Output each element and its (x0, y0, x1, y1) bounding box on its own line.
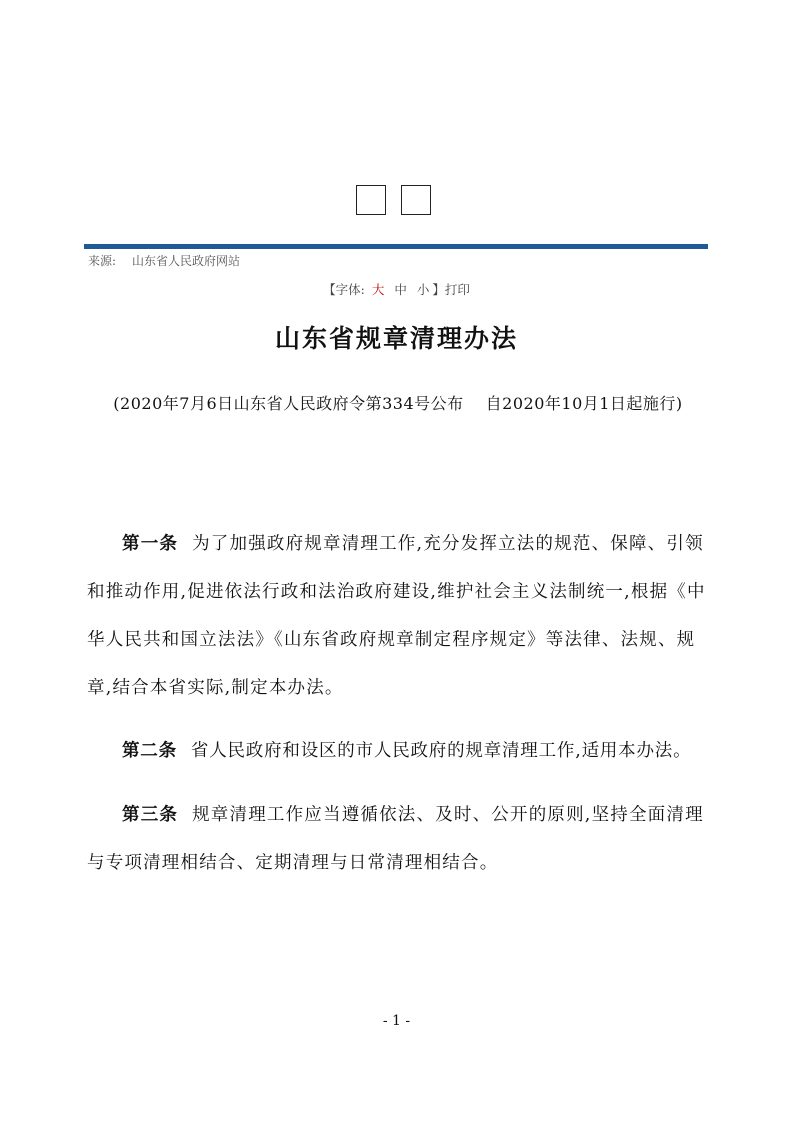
font-large-link[interactable]: 大 (371, 282, 385, 297)
document-subtitle (88, 387, 708, 421)
article-2 (87, 727, 709, 775)
subtitle-promulgation: (2020年7月6日山东省人民政府令第334号公布 (113, 394, 464, 413)
article-1-heading: 第一条 (122, 534, 179, 554)
article-3 (87, 791, 709, 887)
article-1-text: 为了加强政府规章清理工作,充分发挥立法的规范、保障、引领和推动作用,促进依法行政和法治政府建设,维护社会主义法制统一,根据《中华人民共和国立法法》《山东省政府规章制定程序规定》等法律、法规、规章,结合本省实际,制定本办法。 (87, 534, 706, 698)
document-title: 山东省规章清理办法 (274, 324, 518, 353)
source-label: 来源: (88, 254, 117, 268)
article-1 (87, 520, 709, 712)
article-3-heading: 第三条 (122, 805, 179, 825)
header-box-right (401, 185, 431, 215)
font-bar-suffix: 】 (432, 282, 445, 297)
page-number: - 1 - (382, 1013, 411, 1029)
font-bar-prefix: 【字体: (323, 282, 365, 297)
font-small-link[interactable]: 小 (416, 282, 430, 297)
source-value: 山东省人民政府网站 (132, 254, 241, 268)
article-3-text: 规章清理工作应当遵循依法、及时、公开的原则,坚持全面清理与专项清理相结合、定期清理与日常清理相结合。 (87, 805, 704, 873)
print-link[interactable]: 打印 (444, 282, 470, 297)
source-line (88, 252, 240, 269)
header-divider (84, 244, 708, 249)
header-placeholder-boxes (356, 185, 431, 215)
subtitle-effective: 自2020年10月1日起施行) (485, 394, 683, 413)
article-2-heading: 第二条 (122, 741, 177, 761)
header-box-left (356, 185, 386, 215)
article-2-text: 省人民政府和设区的市人民政府的规章清理工作,适用本办法。 (190, 741, 692, 761)
font-size-toolbar (0, 280, 793, 298)
font-medium-link[interactable]: 中 (394, 282, 407, 297)
